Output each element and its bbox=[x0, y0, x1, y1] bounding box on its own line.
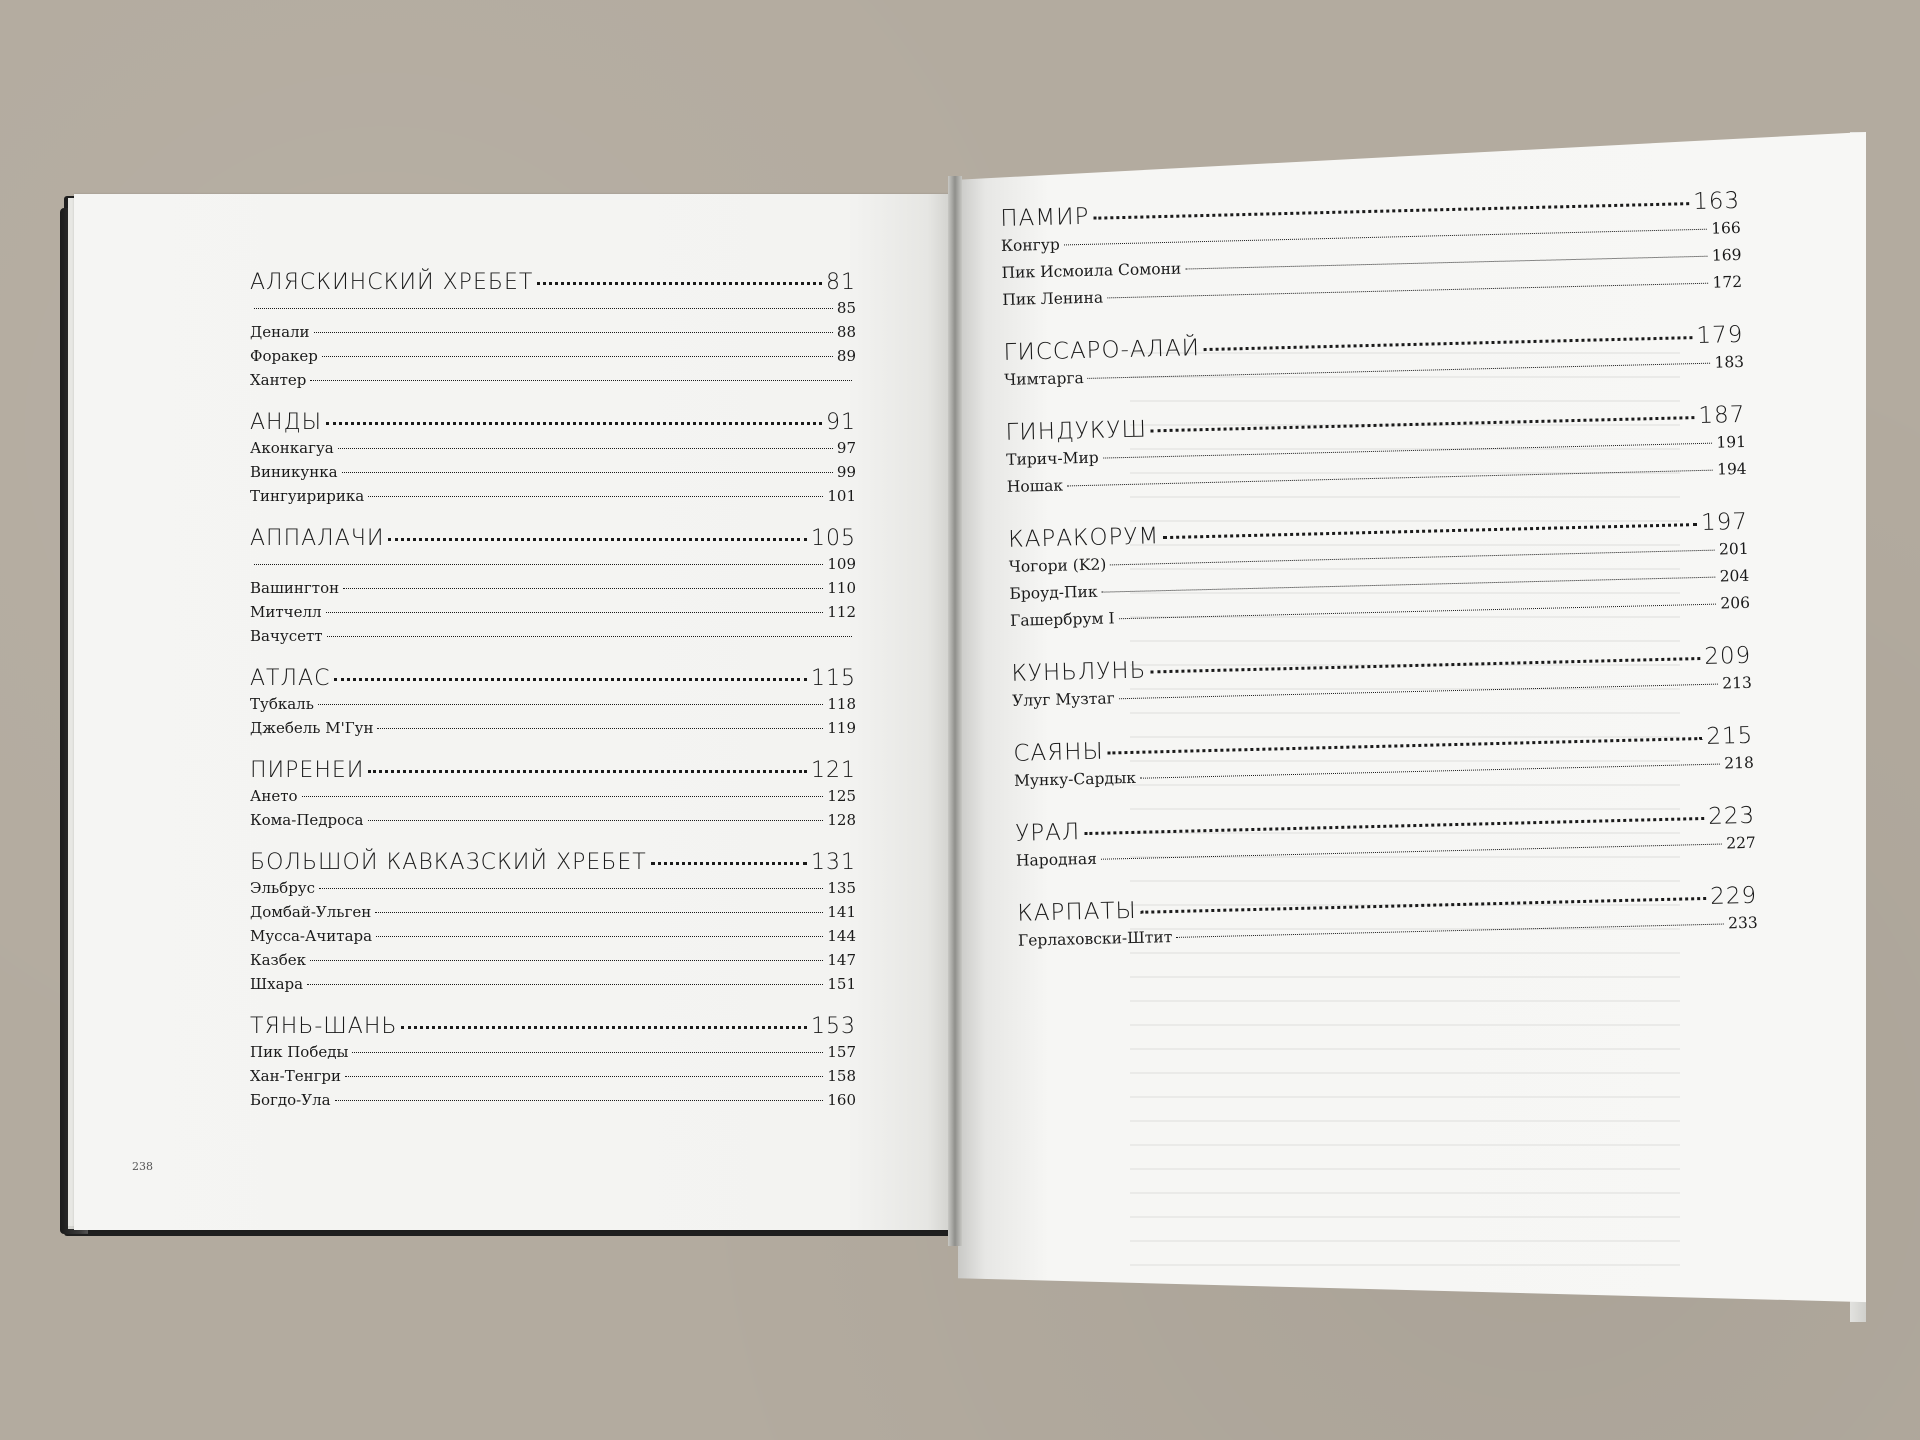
toc-entry bbox=[250, 692, 856, 716]
dot-leader bbox=[368, 496, 823, 497]
toc-section bbox=[250, 410, 856, 508]
dot-leader bbox=[375, 912, 823, 913]
dot-leader bbox=[335, 1100, 824, 1101]
dot-leader bbox=[1176, 924, 1724, 938]
toc-heading bbox=[250, 270, 856, 296]
toc-entry-page: 125 bbox=[827, 787, 856, 805]
dot-leader bbox=[1088, 363, 1711, 379]
toc-entry bbox=[250, 368, 856, 392]
dot-leader bbox=[343, 588, 823, 589]
toc-heading-page: 179 bbox=[1696, 321, 1744, 350]
dot-leader bbox=[401, 1026, 807, 1029]
toc-entry bbox=[250, 460, 856, 484]
toc-heading-page: 153 bbox=[811, 1014, 856, 1039]
dot-leader bbox=[1119, 604, 1717, 620]
toc-entry-page: 157 bbox=[827, 1043, 856, 1061]
dot-leader bbox=[1140, 764, 1720, 779]
toc-heading bbox=[250, 526, 856, 552]
dot-leader bbox=[314, 332, 833, 333]
dot-leader bbox=[388, 538, 807, 541]
toc-entry-page: 97 bbox=[836, 439, 856, 457]
toc-entry-name: Кома-Педроса bbox=[250, 811, 364, 829]
toc-entry-name: Народная bbox=[1015, 849, 1098, 870]
toc-heading bbox=[250, 666, 856, 692]
toc-section bbox=[250, 666, 856, 740]
dot-leader bbox=[537, 282, 822, 285]
toc-entry-page: 166 bbox=[1710, 218, 1742, 238]
toc-heading bbox=[250, 410, 856, 436]
toc-entry-page: 144 bbox=[827, 927, 856, 945]
toc-entry-name: Форакер bbox=[250, 347, 318, 365]
toc-entry-page: 118 bbox=[827, 695, 856, 713]
toc-heading-title: КУНЬЛУНЬ bbox=[1011, 657, 1147, 687]
toc-section bbox=[1008, 508, 1750, 635]
toc-heading bbox=[250, 758, 856, 784]
dot-leader bbox=[1163, 523, 1697, 539]
toc-entry-name: Пик Победы bbox=[250, 1043, 349, 1061]
toc-entry-page: 141 bbox=[827, 903, 856, 921]
dot-leader bbox=[338, 448, 833, 449]
dot-leader bbox=[1064, 229, 1707, 246]
dot-leader bbox=[651, 862, 807, 865]
toc-section bbox=[250, 270, 856, 392]
toc-entry-page: 160 bbox=[827, 1091, 856, 1109]
toc-entry-name: Денали bbox=[250, 323, 310, 341]
dot-leader bbox=[326, 422, 822, 425]
toc-entry-page: 227 bbox=[1726, 833, 1757, 853]
toc-entry-page: 194 bbox=[1716, 459, 1747, 479]
toc-entry-page: 112 bbox=[827, 603, 856, 621]
toc-heading bbox=[250, 850, 856, 876]
dot-leader bbox=[302, 796, 824, 797]
toc-entry bbox=[250, 924, 856, 948]
toc-heading-title: ПАМИР bbox=[1000, 203, 1090, 232]
toc-entry bbox=[250, 436, 856, 460]
toc-heading-title: КАРПАТЫ bbox=[1017, 897, 1138, 927]
dot-leader bbox=[1110, 550, 1715, 566]
toc-entry-name: Тирич-Мир bbox=[1006, 448, 1099, 469]
toc-entry-name: Виникунка bbox=[250, 463, 338, 481]
toc-entry bbox=[250, 484, 856, 508]
dot-leader bbox=[1141, 897, 1707, 914]
toc-entry-page: 183 bbox=[1714, 352, 1745, 372]
toc-heading-title: БОЛЬШОЙ КАВКАЗСКИЙ ХРЕБЕТ bbox=[250, 850, 647, 875]
dot-leader bbox=[1107, 283, 1708, 299]
toc-heading-title: САЯНЫ bbox=[1013, 738, 1105, 767]
dot-leader bbox=[1093, 202, 1689, 220]
toc-heading-page: 131 bbox=[811, 850, 856, 875]
toc-entry-page: 169 bbox=[1711, 245, 1742, 265]
toc-entry bbox=[250, 1088, 856, 1112]
toc-heading-title: АЛЯСКИНСКИЙ ХРЕБЕТ bbox=[250, 270, 534, 295]
dot-leader bbox=[1150, 657, 1700, 673]
dot-leader bbox=[319, 888, 823, 889]
toc-section bbox=[250, 526, 856, 648]
toc-entry-name: Вачусетт bbox=[250, 627, 323, 645]
toc-heading-title: АТЛАС bbox=[250, 666, 331, 691]
toc-entry bbox=[250, 808, 856, 832]
toc-entry-page: 109 bbox=[827, 555, 856, 573]
toc-entry-page: 218 bbox=[1724, 753, 1755, 773]
toc-entry-page: 99 bbox=[836, 463, 856, 481]
toc-section bbox=[1013, 722, 1754, 795]
dot-leader bbox=[310, 380, 852, 381]
toc-entry-name: Улуг Музтаг bbox=[1011, 689, 1115, 710]
toc-entry-page: 213 bbox=[1722, 673, 1753, 693]
toc-entry bbox=[250, 716, 856, 740]
dot-leader bbox=[1185, 256, 1708, 270]
toc-entry-page: 233 bbox=[1727, 913, 1758, 933]
toc-entry-name: Ането bbox=[250, 787, 298, 805]
toc-entry-page: 88 bbox=[836, 323, 856, 341]
toc-heading-title: ГИНДУКУШ bbox=[1005, 416, 1148, 446]
dot-leader bbox=[318, 704, 823, 705]
toc-heading-page: 121 bbox=[811, 758, 856, 783]
toc-entry bbox=[250, 576, 856, 600]
toc-heading-page: 197 bbox=[1700, 508, 1749, 536]
dot-leader bbox=[376, 936, 823, 937]
toc-entry-name: Броуд-Пик bbox=[1009, 582, 1098, 603]
toc-entry-name: Тубкаль bbox=[250, 695, 314, 713]
toc-section bbox=[1017, 882, 1758, 955]
toc-heading-title: УРАЛ bbox=[1015, 819, 1081, 847]
dot-leader bbox=[1151, 416, 1695, 432]
book-gutter bbox=[948, 176, 962, 1246]
toc-entry-name: Вашингтон bbox=[250, 579, 340, 597]
dot-leader bbox=[342, 472, 833, 473]
toc-entry bbox=[250, 600, 856, 624]
toc-entry-page: 128 bbox=[827, 811, 856, 829]
toc-entry-page: 119 bbox=[827, 719, 856, 737]
toc-entry bbox=[250, 900, 856, 924]
toc-section bbox=[1015, 802, 1756, 875]
toc-heading-page: 215 bbox=[1705, 722, 1754, 750]
toc-entry bbox=[250, 948, 856, 972]
toc-entry-name: Шхара bbox=[250, 975, 304, 993]
toc-heading-page: 223 bbox=[1707, 802, 1756, 830]
toc-entry-page: 147 bbox=[827, 951, 856, 969]
toc-entry bbox=[250, 972, 856, 996]
toc-heading-page: 209 bbox=[1704, 642, 1752, 670]
toc-entry-name: Аконкагуа bbox=[250, 439, 334, 457]
toc-heading-page: 229 bbox=[1709, 882, 1758, 910]
dot-leader bbox=[1119, 684, 1719, 700]
toc-entry bbox=[250, 320, 856, 344]
dot-leader bbox=[1103, 443, 1713, 459]
table-of-contents-right bbox=[1000, 187, 1759, 980]
toc-entry-page: 172 bbox=[1712, 272, 1743, 292]
toc-entry bbox=[250, 1064, 856, 1088]
toc-entry bbox=[250, 1040, 856, 1064]
toc-heading-title: ГИССАРО-АЛАЙ bbox=[1003, 335, 1201, 366]
toc-heading-page: 91 bbox=[826, 410, 856, 435]
toc-entry bbox=[250, 876, 856, 900]
toc-entry bbox=[250, 624, 856, 648]
table-of-contents-left bbox=[250, 270, 856, 1130]
toc-heading-page: 81 bbox=[826, 270, 856, 295]
dot-leader bbox=[1067, 470, 1713, 487]
dot-leader bbox=[254, 308, 833, 309]
toc-entry bbox=[250, 344, 856, 368]
toc-entry-name: Пик Ленина bbox=[1002, 288, 1104, 309]
toc-entry-name: Хантер bbox=[250, 371, 307, 389]
toc-heading-page: 187 bbox=[1698, 401, 1746, 429]
toc-entry-name: Хан-Тенгри bbox=[250, 1067, 342, 1085]
toc-entry-page: 151 bbox=[827, 975, 856, 993]
dot-leader bbox=[345, 1076, 823, 1077]
dot-leader bbox=[1204, 336, 1693, 351]
page-number: 238 bbox=[132, 1160, 153, 1173]
toc-heading bbox=[250, 1014, 856, 1040]
toc-entry-page: 158 bbox=[827, 1067, 856, 1085]
dot-leader bbox=[334, 678, 807, 681]
toc-entry-name: Чимтарга bbox=[1004, 369, 1084, 389]
toc-section bbox=[250, 850, 856, 996]
dot-leader bbox=[368, 770, 807, 773]
toc-entry-page: 201 bbox=[1718, 539, 1749, 559]
toc-entry-name: Тингуиририка bbox=[250, 487, 365, 505]
toc-entry-name: Эльбрус bbox=[250, 879, 316, 897]
toc-heading-page: 105 bbox=[811, 526, 856, 551]
toc-entry-name: Гашербрум I bbox=[1009, 609, 1115, 630]
dot-leader bbox=[326, 612, 824, 613]
toc-heading-title: КАРАКОРУМ bbox=[1007, 523, 1160, 553]
toc-heading-page: 115 bbox=[811, 666, 856, 691]
dot-leader bbox=[352, 1052, 823, 1053]
dot-leader bbox=[327, 636, 852, 637]
toc-entry-page: 191 bbox=[1716, 432, 1747, 452]
toc-section bbox=[250, 758, 856, 832]
toc-entry-page: 135 bbox=[827, 879, 856, 897]
toc-heading-page: 163 bbox=[1692, 187, 1741, 216]
dot-leader bbox=[307, 984, 823, 985]
toc-entry-page: 89 bbox=[836, 347, 856, 365]
toc-heading-title: АНДЫ bbox=[250, 410, 323, 435]
toc-entry-name: Богдо-Ула bbox=[250, 1091, 331, 1109]
toc-entry-name: Чогори (K2) bbox=[1008, 555, 1107, 576]
toc-entry-name: Казбек bbox=[250, 951, 307, 969]
toc-section bbox=[1003, 321, 1744, 394]
toc-entry-name: Джебель М'Гун bbox=[250, 719, 374, 737]
dot-leader bbox=[254, 564, 823, 565]
toc-entry-page: 85 bbox=[836, 299, 856, 317]
toc-entry bbox=[250, 784, 856, 808]
toc-entry-page: 101 bbox=[827, 487, 856, 505]
toc-heading-title: ТЯНЬ-ШАНЬ bbox=[250, 1014, 398, 1039]
toc-entry-name: Мунку-Сардык bbox=[1013, 768, 1137, 790]
toc-entry-name: Мусса-Ачитара bbox=[250, 927, 373, 945]
toc-heading-title: ПИРЕНЕИ bbox=[250, 758, 365, 783]
toc-heading-title: АППАЛАЧИ bbox=[250, 526, 385, 551]
toc-entry bbox=[250, 552, 856, 576]
toc-entry-page: 206 bbox=[1720, 593, 1751, 613]
dot-leader bbox=[377, 728, 823, 729]
toc-entry-page: 110 bbox=[827, 579, 856, 597]
toc-section bbox=[1011, 642, 1752, 715]
dot-leader bbox=[1108, 737, 1703, 755]
dot-leader bbox=[310, 960, 823, 961]
toc-section bbox=[1005, 401, 1747, 501]
toc-entry-name: Конгур bbox=[1000, 235, 1061, 255]
toc-entry-name: Ношак bbox=[1006, 476, 1064, 496]
toc-entry-name: Митчелл bbox=[250, 603, 322, 621]
toc-entry bbox=[250, 296, 856, 320]
toc-entry-name: Пик Исмоила Сомони bbox=[1001, 259, 1182, 282]
toc-section bbox=[250, 1014, 856, 1112]
dot-leader bbox=[368, 820, 824, 821]
dot-leader bbox=[1102, 577, 1716, 593]
dot-leader bbox=[322, 356, 833, 357]
toc-entry-name: Домбай-Ульген bbox=[250, 903, 372, 921]
toc-entry-name: Герлаховски-Штит bbox=[1017, 928, 1173, 950]
dot-leader bbox=[1101, 844, 1722, 860]
toc-section bbox=[1000, 187, 1742, 314]
toc-entry-page: 204 bbox=[1719, 566, 1750, 586]
